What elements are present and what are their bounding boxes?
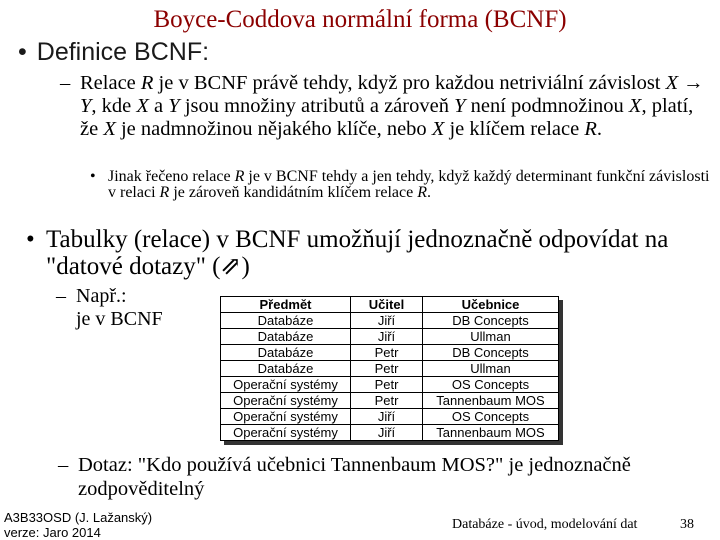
footer-title: Databáze - úvod, modelování dat — [452, 517, 638, 532]
cell: Operační systémy — [221, 425, 351, 441]
table-row — [221, 377, 559, 393]
bullet-marker: • — [90, 168, 96, 185]
cell: OS Concepts — [423, 409, 559, 425]
page-number: 38 — [680, 517, 694, 532]
query-paragraph — [58, 453, 718, 501]
cell: Operační systémy — [221, 409, 351, 425]
example-line2: je v BCNF — [76, 308, 163, 330]
cell: Jiří — [351, 329, 423, 345]
footer-course: A3B33OSD (J. Lažanský) — [4, 510, 153, 525]
cell: Ullman — [423, 329, 559, 345]
cell: Petr — [351, 345, 423, 361]
example-line1: Např.: — [76, 285, 127, 307]
bullet-marker: • — [18, 38, 27, 66]
cell: Tannenbaum MOS — [423, 393, 559, 409]
header-ucitel: Učitel — [351, 297, 423, 313]
cell: Petr — [351, 377, 423, 393]
definition-paragraph — [60, 72, 710, 141]
cell: Databáze — [221, 345, 351, 361]
example-label — [56, 285, 163, 331]
table-row — [221, 345, 559, 361]
table-row — [221, 313, 559, 329]
cell: Jiří — [351, 313, 423, 329]
cell: Tannenbaum MOS — [423, 425, 559, 441]
definition-text: Relace R je v BCNF právě tehdy, když pro každou netriviální závislost X → Y, kde X a Y jsou množiny atributů a zároveň Y není podmnožinou X, platí, že X je nadmnožinou nějakého klíče, nebo X je klíčem relace R. — [80, 72, 704, 140]
table-row — [221, 361, 559, 377]
table-row — [221, 425, 559, 441]
cell: DB Concepts — [423, 345, 559, 361]
table-header-row — [221, 297, 559, 313]
table-row — [221, 329, 559, 345]
cell: Petr — [351, 361, 423, 377]
bullet-definition — [18, 38, 209, 67]
cell: Petr — [351, 393, 423, 409]
dash-marker: – — [56, 285, 66, 307]
bullet-tables — [26, 226, 706, 280]
bullet-tables-text: Tabulky (relace) v BCNF umožňují jednoznačně odpovídat na "datové dotazy" (⇗) — [46, 226, 669, 280]
table-row — [221, 409, 559, 425]
relation-table — [220, 296, 559, 441]
alternative-definition-text: Jinak řečeno relace R je v BCNF tehdy a jen tehdy, když každý determinant funkční závislosti v relaci R je zároveň kandidátním klíčem relace R. — [108, 168, 710, 201]
hyperlink-arrow-icon[interactable]: ⇗ — [220, 253, 242, 280]
footer-version: verze: Jaro 2014 — [4, 525, 101, 540]
dash-marker: – — [58, 454, 69, 476]
dash-marker: – — [60, 72, 71, 94]
cell: OS Concepts — [423, 377, 559, 393]
cell: Databáze — [221, 313, 351, 329]
slide-title: Boyce-Coddova normální forma (BCNF) — [153, 6, 567, 33]
alternative-definition — [90, 169, 710, 201]
bullet-marker: • — [26, 226, 35, 253]
cell: Operační systémy — [221, 377, 351, 393]
footer-author — [4, 510, 152, 540]
cell: Operační systémy — [221, 393, 351, 409]
table-row — [221, 393, 559, 409]
query-text: Dotaz: "Kdo používá učebnici Tannenbaum MOS?" je jednoznačně zodpověditelný — [78, 454, 631, 500]
cell: Ullman — [423, 361, 559, 377]
bullet-definition-text: Definice BCNF: — [36, 38, 210, 66]
cell: Jiří — [351, 425, 423, 441]
header-ucebnice: Učebnice — [423, 297, 559, 313]
cell: Databáze — [221, 329, 351, 345]
cell: DB Concepts — [423, 313, 559, 329]
header-predmet: Předmět — [221, 297, 351, 313]
cell: Databáze — [221, 361, 351, 377]
cell: Jiří — [351, 409, 423, 425]
